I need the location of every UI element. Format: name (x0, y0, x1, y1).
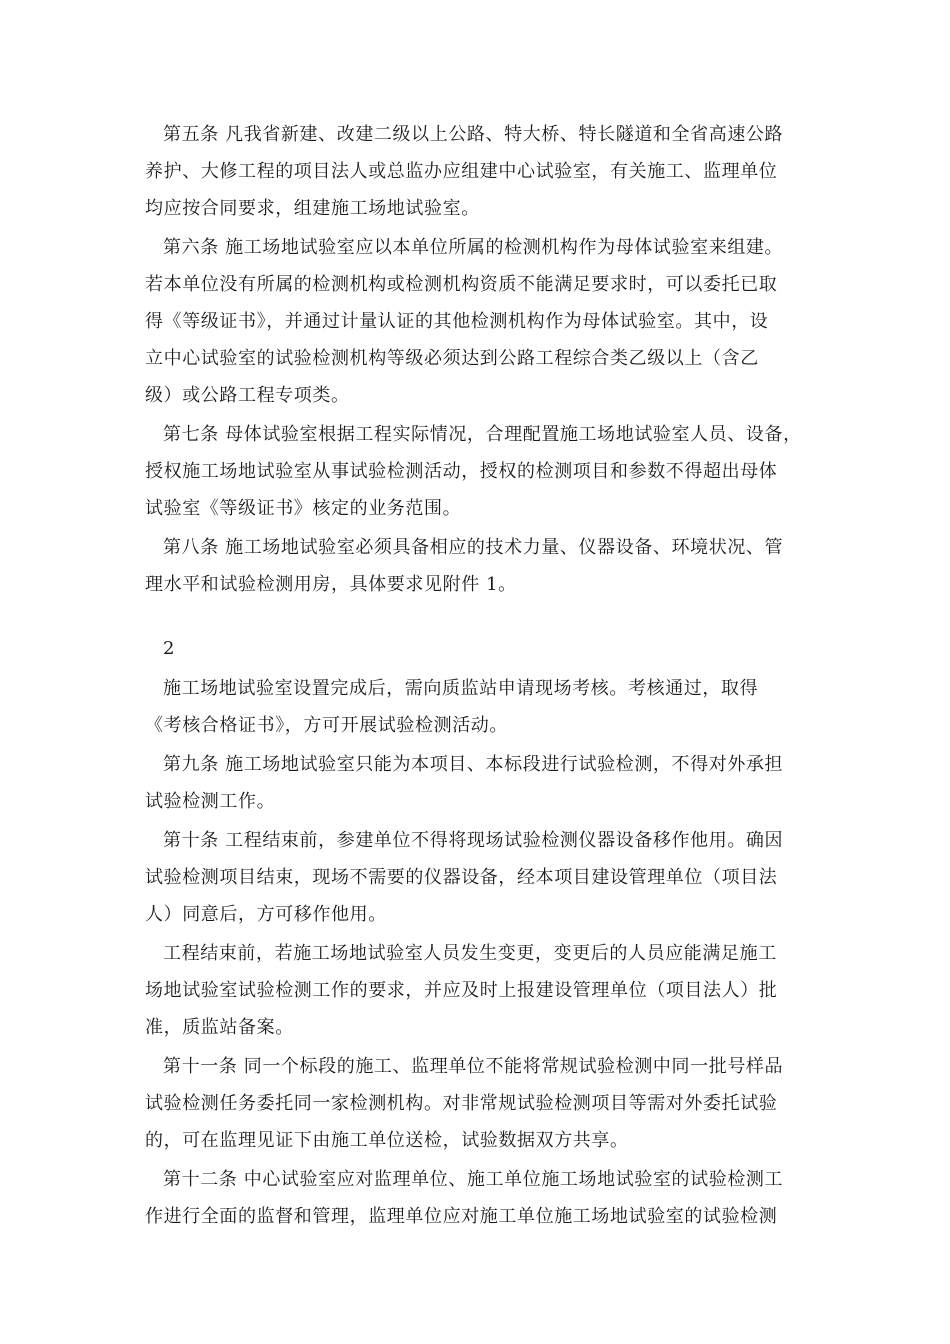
article-8-cont-line-1: 施工场地试验室设置完成后，需向质监站申请现场考核。考核通过，取得 (163, 678, 759, 699)
article-10-para2-line-3: 准，质监站备案。 (145, 1017, 294, 1038)
article-7-line-2: 授权施工场地试验室从事试验检测活动，授权的检测项目和参数不得超出母体 (145, 461, 778, 482)
article-9-line-1: 第九条 施工场地试验室只能为本项目、本标段进行试验检测，不得对外承担 (163, 754, 784, 775)
article-8-line-1: 第八条 施工场地试验室必须具备相应的技术力量、仪器设备、环境状况、管 (163, 537, 784, 558)
article-9-line-2: 试验检测工作。 (145, 791, 276, 812)
article-7-line-1: 第七条 母体试验室根据工程实际情况，合理配置施工场地试验室人员、设备， (163, 424, 802, 445)
article-6-line-5: 级）或公路工程专项类。 (145, 385, 350, 406)
article-10-line-2: 试验检测项目结束，现场不需要的仪器设备，经本项目建设管理单位（项目法 (145, 867, 778, 888)
article-8-cont-line-2: 《考核合格证书》，方可开展试验检测活动。 (145, 715, 508, 736)
page-number: 2 (163, 638, 176, 659)
article-11-line-3: 的，可在监理见证下由施工单位送检，试验数据双方共享。 (145, 1130, 629, 1151)
article-5-line-2: 养护、大修工程的项目法人或总监办应组建中心试验室，有关施工、监理单位 (145, 161, 778, 182)
article-6-line-4: 立中心试验室的试验检测机构等级必须达到公路工程综合类乙级以上（含乙 (145, 348, 759, 369)
article-6-line-2: 若本单位没有所属的检测机构或检测机构资质不能满足要求时，可以委托已取 (145, 274, 778, 295)
article-5-line-3: 均应按合同要求，组建施工场地试验室。 (145, 198, 480, 219)
article-10-line-1: 第十条 工程结束前，参建单位不得将现场试验检测仪器设备移作他用。确因 (163, 830, 784, 851)
article-8-line-2: 理水平和试验检测用房，具体要求见附件 1。 (145, 574, 517, 595)
article-6-line-3: 得《等级证书》，并通过计量认证的其他检测机构作为母体试验室。其中，设 (145, 311, 769, 332)
article-12-line-1: 第十二条 中心试验室应对监理单位、施工单位施工场地试验室的试验检测工 (163, 1169, 784, 1190)
article-6-line-1: 第六条 施工场地试验室应以本单位所属的检测机构作为母体试验室来组建。 (163, 237, 784, 258)
article-11-line-1: 第十一条 同一个标段的施工、监理单位不能将常规试验检测中同一批号样品 (163, 1056, 784, 1077)
article-10-para2-line-2: 场地试验室试验检测工作的要求，并应及时上报建设管理单位（项目法人）批 (145, 980, 778, 1001)
article-12-line-2: 作进行全面的监督和管理，监理单位应对施工单位施工场地试验室的试验检测 (145, 1206, 778, 1227)
article-7-line-3: 试验室《等级证书》核定的业务范围。 (145, 498, 462, 519)
article-11-line-2: 试验检测任务委托同一家检测机构。对非常规试验检测项目等需对外委托试验 (145, 1093, 778, 1114)
article-10-line-3: 人）同意后，方可移作他用。 (145, 904, 387, 925)
article-5-line-1: 第五条 凡我省新建、改建二级以上公路、特大桥、特长隧道和全省高速公路 (163, 124, 784, 145)
article-10-para2-line-1: 工程结束前，若施工场地试验室人员发生变更，变更后的人员应能满足施工 (163, 943, 777, 964)
